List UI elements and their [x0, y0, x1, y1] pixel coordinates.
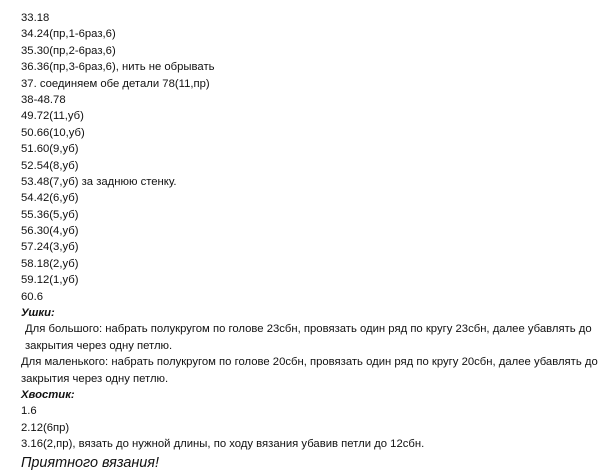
pattern-row: 51.60(9,уб): [21, 143, 79, 156]
pattern-row: 35.30(пр,2-6раз,6): [21, 44, 116, 57]
pattern-row: 55.36(5,уб): [21, 208, 79, 221]
pattern-row: 58.18(2,уб): [21, 257, 79, 270]
pattern-row: 36.36(пр,3-6раз,6), нить не обрывать: [21, 61, 215, 74]
pattern-row: 53.48(7,уб) за заднюю стенку.: [21, 175, 177, 188]
ears-heading: Ушки:: [21, 307, 55, 320]
tail-row: 2.12(6пр): [21, 421, 70, 434]
pattern-row: 56.30(4,уб): [21, 225, 79, 238]
pattern-row: 60.6: [21, 290, 43, 303]
tail-row: 1.6: [21, 405, 37, 418]
ears-small-instruction: Для маленького: набрать полукругом по голове 20сбн, провязать один ряд по кругу 20сбн, далее убавлять до закрытия через одну петлю.: [21, 356, 598, 385]
closing-wish: Приятного вязания!: [21, 454, 159, 471]
pattern-row: 57.24(3,уб): [21, 241, 79, 254]
ears-section: [21, 305, 599, 387]
pattern-row: 54.42(6,уб): [21, 192, 79, 205]
tail-section: [21, 387, 599, 453]
pattern-row: 38-48.78: [21, 93, 66, 106]
pattern-row: 33.18: [21, 12, 50, 24]
ears-big-instruction: Для большого: набрать полукругом по голове 23сбн, провязать один ряд по кругу 23сбн, далее убавлять до закрытия через одну петлю.: [25, 323, 592, 352]
pattern-row: 37. соединяем обе детали 78(11,пр): [21, 77, 210, 90]
pattern-row: 59.12(1,уб): [21, 274, 79, 287]
pattern-row: 49.72(11,уб): [21, 110, 84, 123]
pattern-row: 50.66(10,уб): [21, 126, 85, 139]
tail-heading: Хвостик:: [21, 389, 75, 402]
pattern-row: 34.24(пр,1-6раз,6): [21, 28, 116, 41]
tail-row: 3.16(2,пр), вязать до нужной длины, по ходу вязания убавив петли до 12сбн.: [21, 438, 425, 451]
pattern-row: 52.54(8,уб): [21, 159, 79, 172]
pattern-document: [21, 10, 599, 473]
body-rows: [21, 10, 599, 305]
